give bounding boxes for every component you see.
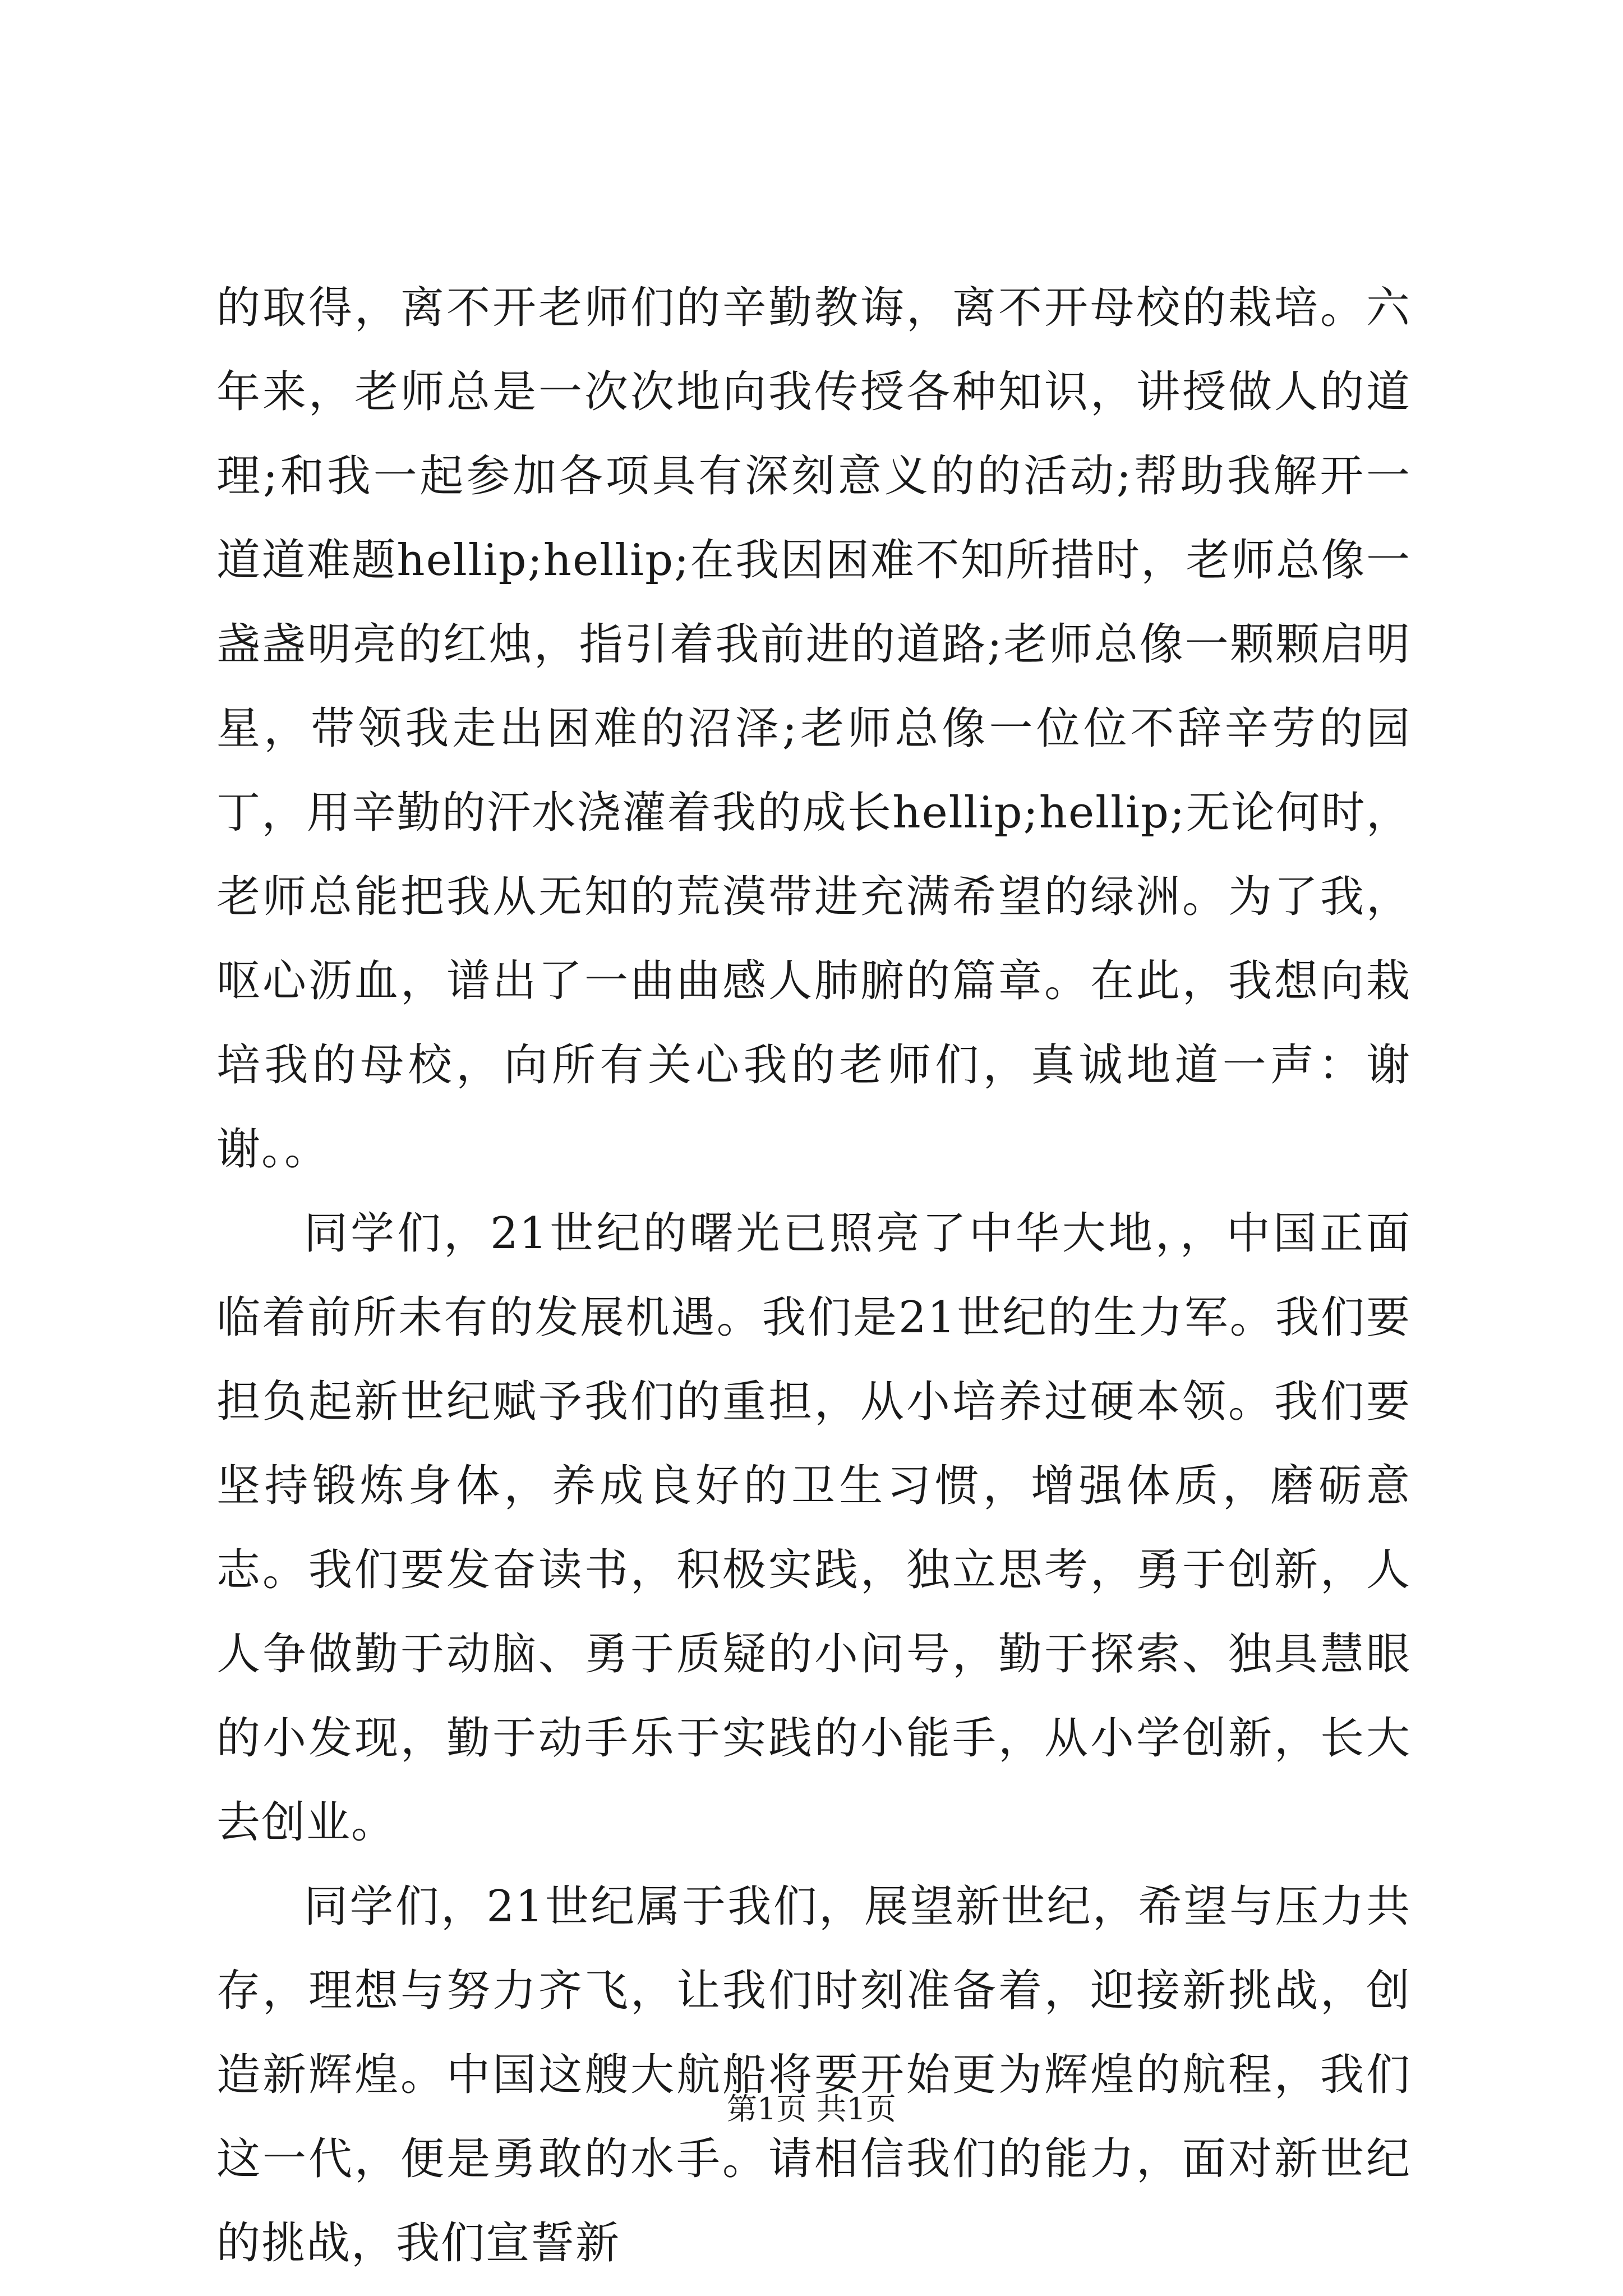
document-body [216,266,1411,2285]
paragraph-1: 的取得，离不开老师们的辛勤教诲，离不开母校的栽培。六年来，老师总是一次次地向我传授各种知识，讲授做人的道理;和我一起参加各项具有深刻意义的的活动;帮助我解开一道道难题hellip;hellip;在我因困难不知所措时，老师总像一盏盏明亮的红烛，指引着我前进的道路;老师总像一颗颗启明星，带领我走出困难的沼泽;老师总像一位位不辞辛劳的园丁，用辛勤的汗水浇灌着我的成长hellip;hellip;无论何时，老师总能把我从无知的荒漠带进充满希望的绿洲。为了我，呕心沥血，谱出了一曲曲感人肺腑的篇章。在此，我想向栽培我的母校，向所有关心我的老师们，真诚地道一声：谢谢。。 [216,283,1411,1175]
paragraph-2: 同学们，21世纪的曙光已照亮了中华大地，，中国正面临着前所未有的发展机遇。我们是21世纪的生力军。我们要担负起新世纪赋予我们的重担，从小培养过硬本领。我们要坚持锻炼身体，养成良好的卫生习惯，增强体质，磨砺意志。我们要发奋读书，积极实践，独立思考，勇于创新，人人争做勤于动脑、勇于质疑的小问号，勤于探索、独具慧眼的小发现，勤于动手乐于实践的小能手，从小学创新，长大去创业。 [216,1208,1411,1848]
page-footer: 第1页 共1页 [727,2091,896,2127]
paragraph-3: 同学们，21世纪属于我们，展望新世纪，希望与压力共存，理想与努力齐飞，让我们时刻准备着，迎接新挑战，创造新辉煌。中国这艘大航船将要开始更为辉煌的航程，我们这一代，便是勇敢的水手。请相信我们的能力，面对新世纪的挑战，我们宣誓新 [216,1881,1411,2269]
